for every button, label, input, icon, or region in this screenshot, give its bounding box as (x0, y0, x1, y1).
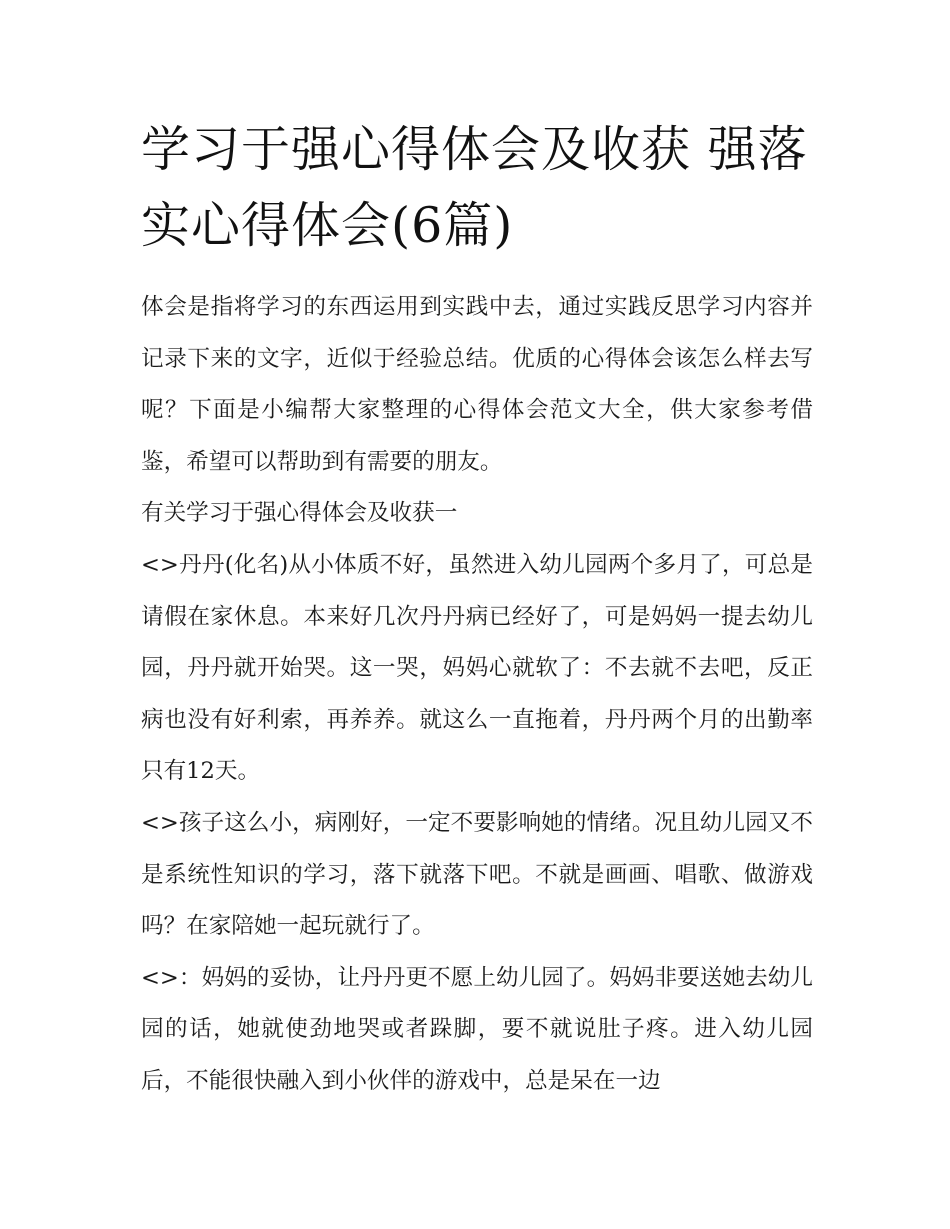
document-title: 学习于强心得体会及收获 强落实心得体会(6篇) (141, 121, 808, 254)
body-paragraph: <>孩子这么小，病刚好，一定不要影响她的情绪。况且幼儿园又不是系统性知识的学习，落下就落下吧。不就是画画、唱歌、做游戏吗？在家陪她一起玩就行了。 (141, 809, 813, 940)
body-paragraph: <>：妈妈的妥协，让丹丹更不愿上幼儿园了。妈妈非要送她去幼儿园的话，她就使劲地哭或者跺脚，要不就说肚子疼。进入幼儿园后，不能很快融入到小伙伴的游戏中，总是呆在一边 (141, 964, 813, 1094)
section-heading: 有关学习于强心得体会及收获一 (141, 500, 458, 527)
document-content (141, 112, 813, 1108)
body-paragraph: <>丹丹(化名)从小体质不好，虽然进入幼儿园两个多月了，可总是请假在家休息。本来好几次丹丹病已经好了，可是妈妈一提去幼儿园，丹丹就开始哭。这一哭，妈妈心就软了：不去就不去吧，反正病也没有好利索，再养养。就这么一直拖着，丹丹两个月的出勤率只有12天。 (141, 551, 813, 785)
intro-paragraph: 体会是指将学习的东西运用到实践中去，通过实践反思学习内容并记录下来的文字，近似于经验总结。优质的心得体会该怎么样去写呢？下面是小编帮大家整理的心得体会范文大全，供大家参考借鉴，希望可以帮助到有需要的朋友。 (141, 294, 813, 475)
document-body (141, 282, 813, 1108)
